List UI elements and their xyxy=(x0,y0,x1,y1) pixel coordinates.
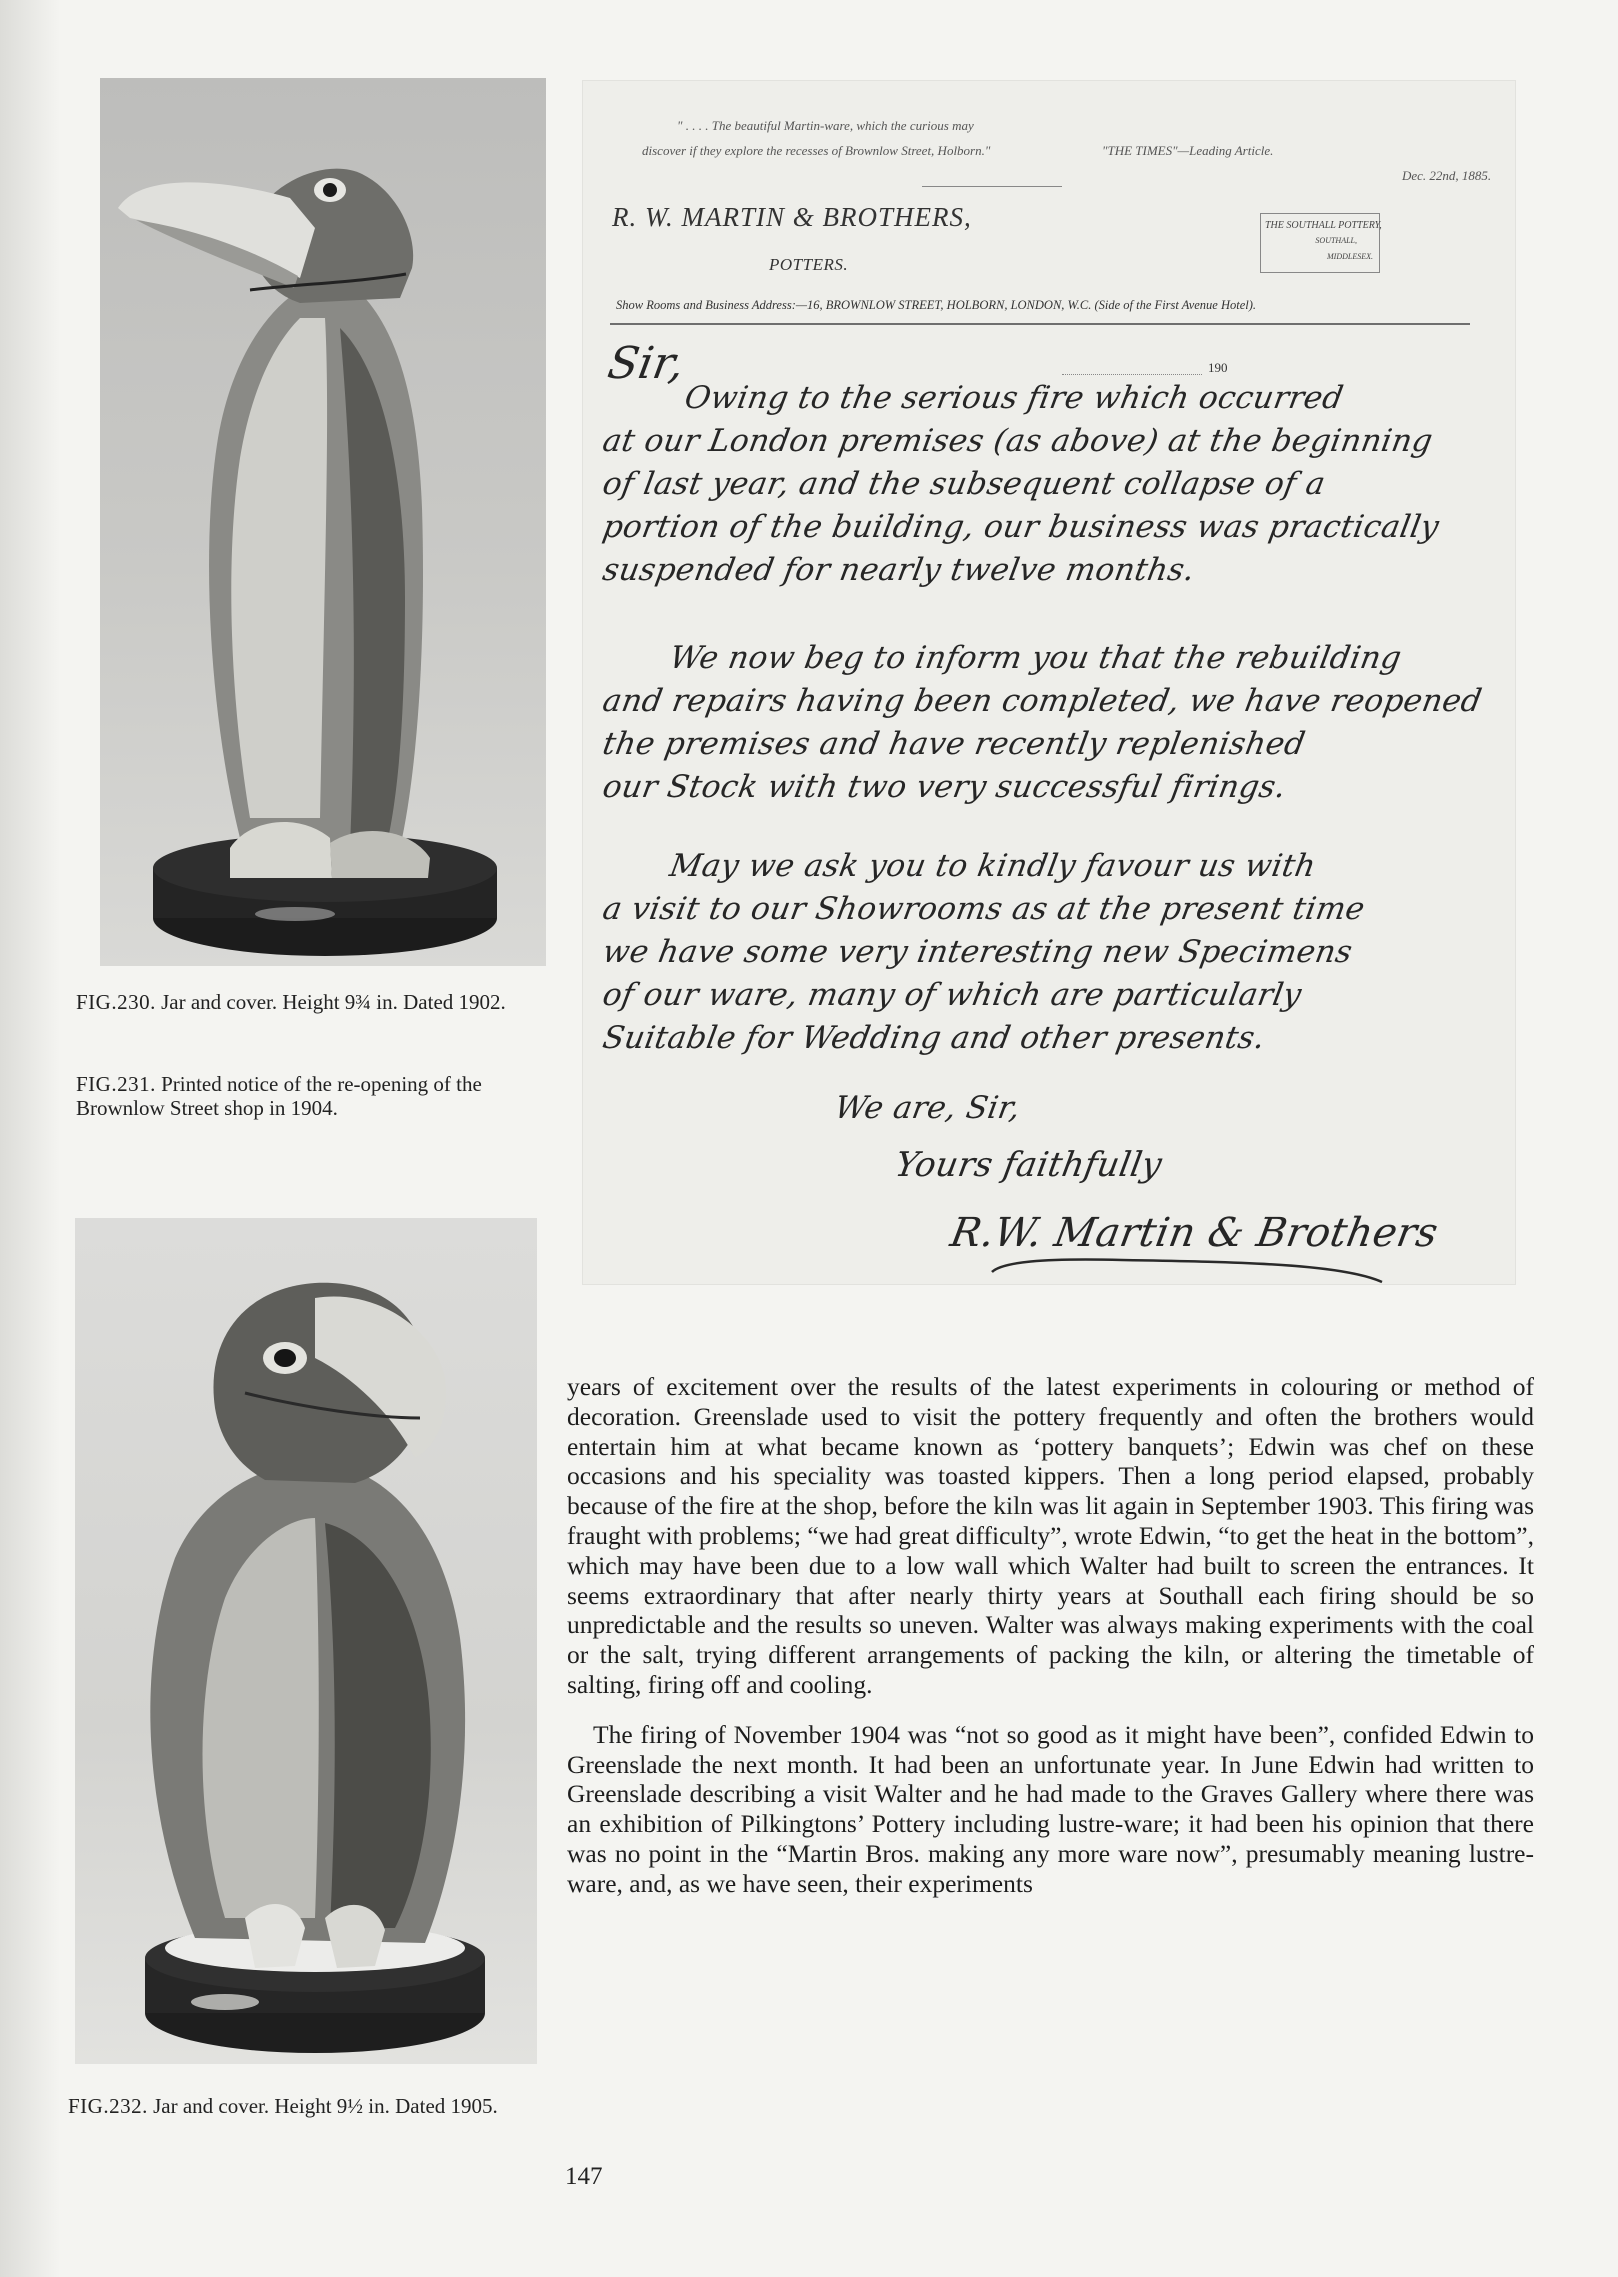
letterhead-quote-date: Dec. 22nd, 1885. xyxy=(1402,168,1492,183)
fig231-label: FIG.231. xyxy=(76,1072,156,1096)
letterhead-firm-trade: POTTERS. xyxy=(769,255,849,274)
letter-line: we have some very interesting new Specimens xyxy=(600,934,1356,970)
letterhead-pottery-address-box xyxy=(1260,213,1380,273)
fig232-caption-text: Jar and cover. Height 9½ in. Dated 1905. xyxy=(147,2094,498,2118)
page-number: 147 xyxy=(565,2163,603,2190)
page-gutter-shadow xyxy=(0,0,60,2277)
letterhead-quote-line2: discover if they explore the recesses of Brownlow Street, Holborn." xyxy=(642,143,991,158)
letter-line: May we ask you to kindly favour us with xyxy=(667,848,1319,884)
date-fill-line xyxy=(1062,374,1202,376)
owl-jar-illustration xyxy=(75,1218,537,2064)
signature-flourish xyxy=(982,1250,1402,1290)
letter-line: Owing to the serious fire which occurred xyxy=(682,380,1347,416)
letter-line: of our ware, many of which are particularly xyxy=(600,977,1305,1013)
fig232-bird-jar-photo xyxy=(75,1218,537,2064)
fig230-caption-text: Jar and cover. Height 9¾ in. Dated 1902. xyxy=(155,990,506,1014)
letterhead-divider xyxy=(610,323,1470,325)
fig231-printed-notice xyxy=(582,80,1516,1285)
letter-line: at our London premises (as above) at the beginning xyxy=(600,423,1436,459)
letterhead-quote-line1: " . . . . The beautiful Martin-ware, which the curious may xyxy=(677,118,974,133)
pottery-name: THE SOUTHALL POTTERY, xyxy=(1265,220,1382,231)
body-paragraph: years of excitement over the results of the latest experiments in colouring or method of decoration. Greenslade used to visit the pottery frequently and often the brothers would entertain him at what became known as ‘pottery banquets’; Edwin was chef on these occasions and his speciality was toasted kippers. Then a long period elapsed, probably because of the fire at the shop, before the kiln was lit again in September 1903. This firing was fraught with problems; “we had great difficulty”, wrote Edwin, “to get the heat in the bottom”, which may have been due to a low wall which Walter had built to screen the entrances. It seems extraordinary that after nearly thirty years at Southall each firing should be so unpredictable and the results so uneven. Walter was always making experiments with the coal or the salt, trying different arrangements of packing the kiln, or altering the timetable of salting, firing off and cooling. xyxy=(567,1372,1534,1699)
fig232-caption xyxy=(68,2094,548,2118)
body-text xyxy=(567,1372,1534,1899)
pottery-county: MIDDLESEX. xyxy=(1327,252,1373,261)
letterhead-showroom-address: Show Rooms and Business Address:—16, BROWNLOW STREET, HOLBORN, LONDON, W.C. (Side of the First Avenue Hotel). xyxy=(616,298,1257,312)
letterhead-firm-name: R. W. MARTIN & BROTHERS, xyxy=(612,202,972,232)
letter-salutation: Sir, xyxy=(604,338,689,389)
letter-line: a visit to our Showrooms as at the present time xyxy=(600,891,1368,927)
letter-closing: We are, Sir, xyxy=(832,1090,1024,1126)
body-paragraph: The firing of November 1904 was “not so good as it might have been”, confided Edwin to Greenslade the next month. It had been an unfortunate year. In June Edwin had written to Greenslade describing a visit Walter and he had made to the Graves Gallery where there was an exhibition of Pilkingtons’ Pottery including lustre-ware; it had been his opinion that there was no point in the “Martin Bros. making any more ware now”, presumably meaning lustre-ware, and, as we have seen, their experiments xyxy=(567,1719,1534,1898)
letter-signature: R.W. Martin & Brothers xyxy=(947,1210,1442,1256)
letter-line: portion of the building, our business was practically xyxy=(600,509,1442,545)
letterhead-quote-source: "THE TIMES"—Leading Article. xyxy=(1102,143,1274,158)
letter-line: of last year, and the subsequent collapse of a xyxy=(600,466,1329,502)
date-year-prefix: 190 xyxy=(1208,360,1228,375)
letter-line: and repairs having been completed, we have reopened xyxy=(600,683,1485,719)
letter-line: We now beg to inform you that the rebuilding xyxy=(667,640,1405,676)
fig230-label: FIG.230. xyxy=(76,990,156,1014)
pottery-town: SOUTHALL, xyxy=(1315,236,1357,245)
fig231-caption xyxy=(76,1072,556,1120)
fig230-bird-jar-photo xyxy=(100,78,546,966)
letter-signoff: Yours faithfully xyxy=(892,1145,1165,1185)
fig232-label: FIG.232. xyxy=(68,2094,148,2118)
letter-line: Suitable for Wedding and other presents. xyxy=(600,1020,1268,1056)
letterhead-divider-short xyxy=(922,186,1062,187)
bird-jar-illustration xyxy=(100,78,546,966)
letter-line: the premises and have recently replenished xyxy=(600,726,1309,762)
fig230-caption xyxy=(76,990,556,1014)
fig231-caption-text: Printed notice of the re-opening of the Brownlow Street shop in 1904. xyxy=(76,1072,482,1120)
letter-line: suspended for nearly twelve months. xyxy=(600,552,1198,588)
letter-line: our Stock with two very successful firings. xyxy=(600,769,1289,805)
